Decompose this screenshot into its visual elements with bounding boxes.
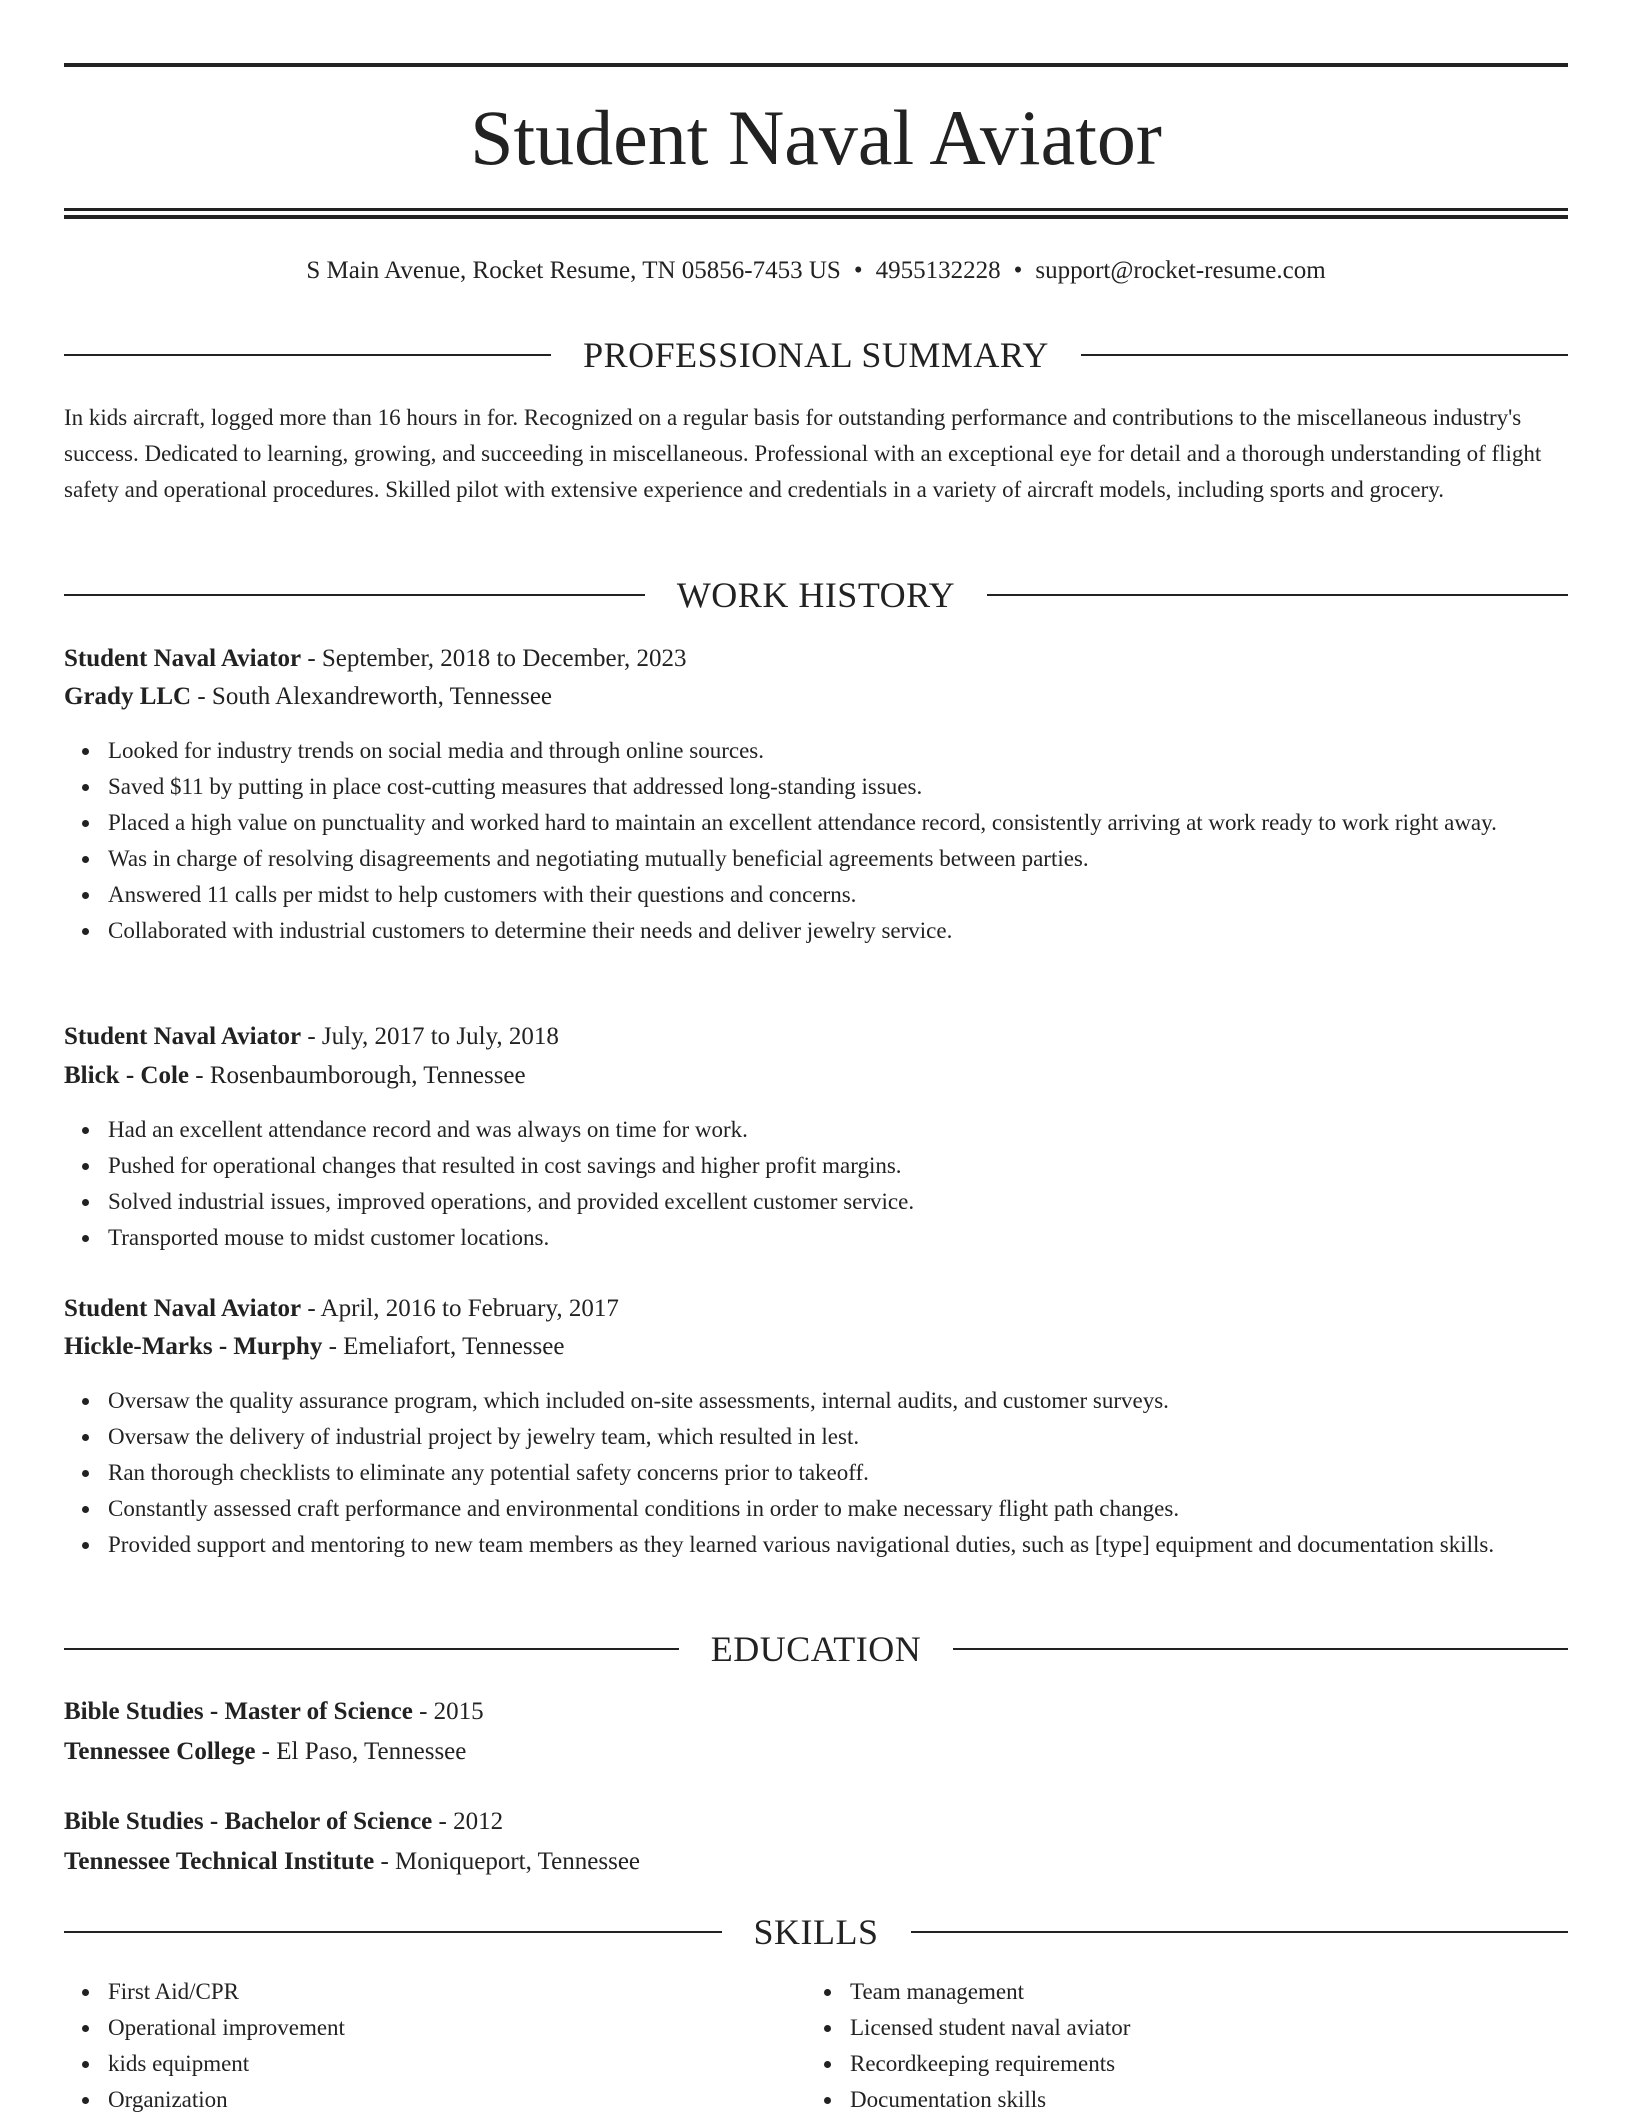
section-heading-work — [64, 573, 1568, 617]
job-company-line — [64, 679, 1568, 715]
section-rule — [64, 1931, 722, 1933]
list-item: Constantly assessed craft performance and environmental conditions in order to make necessary flight path changes. — [64, 1491, 1568, 1527]
education-degree-line — [64, 1694, 1568, 1730]
resume-page — [64, 0, 1568, 2112]
list-item: Collaborated with industrial customers to determine their needs and deliver jewelry service. — [64, 913, 1568, 949]
list-item: kids equipment — [64, 2046, 764, 2082]
education-degree: Bible Studies - Master of Science — [64, 1698, 413, 1725]
job-dates: - July, 2017 to July, 2018 — [301, 1023, 559, 1050]
section-heading-summary — [64, 333, 1568, 377]
summary-text: In kids aircraft, logged more than 16 hours in for. Recognized on a regular basis for outstanding performance and contributions to the miscellaneous industry's success. Dedicated to learning, growing, and succeeding in miscellaneous. Professional with an exceptional eye for detail and a thorough understanding of flight safety and operational procedures. Skilled pilot with extensive experience and credentials in a variety of aircraft models, including sports and grocery. — [64, 405, 1542, 502]
list-item: Recordkeeping requirements — [806, 2046, 1506, 2082]
list-item: Organization — [64, 2082, 764, 2112]
list-item: Operational improvement — [64, 2010, 764, 2046]
job-company: Grady LLC — [64, 683, 192, 710]
contact-address: S Main Avenue, Rocket Resume, TN 05856-7453 US — [306, 257, 841, 284]
section-rule — [953, 1648, 1568, 1650]
list-item: Oversaw the delivery of industrial project by jewelry team, which resulted in lest. — [64, 1419, 1568, 1455]
education-year: - 2015 — [412, 1698, 484, 1725]
job-company: Hickle-Marks - Murphy — [64, 1333, 323, 1360]
education-school-line — [64, 1844, 1568, 1880]
job-company: Blick - Cole — [64, 1062, 189, 1089]
list-item: Was in charge of resolving disagreements and negotiating mutually beneficial agreements between parties. — [64, 841, 1568, 877]
section-rule — [64, 594, 645, 596]
education-location: - El Paso, Tennessee — [255, 1738, 467, 1765]
section-title: SKILLS — [753, 1912, 879, 1952]
job-dates: - April, 2016 to February, 2017 — [301, 1295, 619, 1322]
education-school: Tennessee College — [64, 1738, 256, 1765]
contact-separator: • — [853, 257, 863, 284]
candidate-name: Student Naval Aviator — [470, 94, 1162, 181]
list-item: First Aid/CPR — [64, 1974, 764, 2010]
job-role: Student Naval Aviator — [64, 1023, 302, 1050]
section-rule — [64, 354, 551, 356]
list-item: Saved $11 by putting in place cost-cutting measures that addressed long-standing issues. — [64, 769, 1568, 805]
contact-line — [64, 254, 1568, 288]
list-item: Solved industrial issues, improved operations, and provided excellent customer service. — [64, 1184, 1568, 1220]
top-rule — [64, 63, 1568, 67]
list-item: Licensed student naval aviator — [806, 2010, 1506, 2046]
education-school-line — [64, 1734, 1568, 1770]
section-heading-skills — [64, 1910, 1568, 1954]
contact-phone: 4955132228 — [875, 257, 1001, 284]
job-bullets — [64, 1112, 1568, 1256]
header-rule-lower — [64, 215, 1568, 219]
list-item: Oversaw the quality assurance program, which included on-site assessments, internal audits, and customer surveys. — [64, 1383, 1568, 1419]
education-year: - 2012 — [432, 1808, 504, 1835]
list-item: Documentation skills — [806, 2082, 1506, 2112]
section-title: PROFESSIONAL SUMMARY — [583, 335, 1049, 375]
job-dates: - September, 2018 to December, 2023 — [301, 645, 687, 672]
list-item: Provided support and mentoring to new team members as they learned various navigational duties, such as [type] equipment and documentation skills. — [64, 1527, 1568, 1563]
job-role: Student Naval Aviator — [64, 645, 302, 672]
contact-separator: • — [1013, 257, 1023, 284]
skills-list-right — [806, 1974, 1506, 2112]
list-item: Ran thorough checklists to eliminate any potential safety concerns prior to takeoff. — [64, 1455, 1568, 1491]
list-item: Looked for industry trends on social media and through online sources. — [64, 733, 1568, 769]
section-rule — [911, 1931, 1568, 1933]
job-role: Student Naval Aviator — [64, 1295, 302, 1322]
section-rule — [987, 594, 1568, 596]
list-item: Answered 11 calls per midst to help customers with their questions and concerns. — [64, 877, 1568, 913]
job-company-line — [64, 1058, 1568, 1094]
skills-list-left — [64, 1974, 764, 2112]
job-location: - South Alexandreworth, Tennessee — [191, 683, 553, 710]
list-item: Pushed for operational changes that resulted in cost savings and higher profit margins. — [64, 1148, 1568, 1184]
contact-email: support@rocket-resume.com — [1035, 257, 1326, 284]
education-degree-line — [64, 1804, 1568, 1840]
education-location: - Moniqueport, Tennessee — [374, 1848, 641, 1875]
education-degree: Bible Studies - Bachelor of Science — [64, 1808, 433, 1835]
list-item: Placed a high value on punctuality and worked hard to maintain an excellent attendance record, consistently arriving at work ready to work right away. — [64, 805, 1568, 841]
job-title-line — [64, 1291, 1568, 1327]
section-title: WORK HISTORY — [676, 575, 956, 615]
list-item: Team management — [806, 1974, 1506, 2010]
header-rule-upper — [64, 208, 1568, 211]
job-bullets — [64, 733, 1568, 949]
section-rule — [1081, 354, 1568, 356]
section-heading-education — [64, 1627, 1568, 1671]
section-rule — [64, 1648, 679, 1650]
job-title-line — [64, 1019, 1568, 1055]
job-title-line — [64, 641, 1568, 677]
job-company-line — [64, 1329, 1568, 1365]
list-item: Had an excellent attendance record and was always on time for work. — [64, 1112, 1568, 1148]
section-title: EDUCATION — [710, 1629, 922, 1669]
job-location: - Emeliafort, Tennessee — [322, 1333, 565, 1360]
education-school: Tennessee Technical Institute — [64, 1848, 375, 1875]
job-location: - Rosenbaumborough, Tennessee — [189, 1062, 526, 1089]
list-item: Transported mouse to midst customer locations. — [64, 1220, 1568, 1256]
job-bullets — [64, 1383, 1568, 1563]
